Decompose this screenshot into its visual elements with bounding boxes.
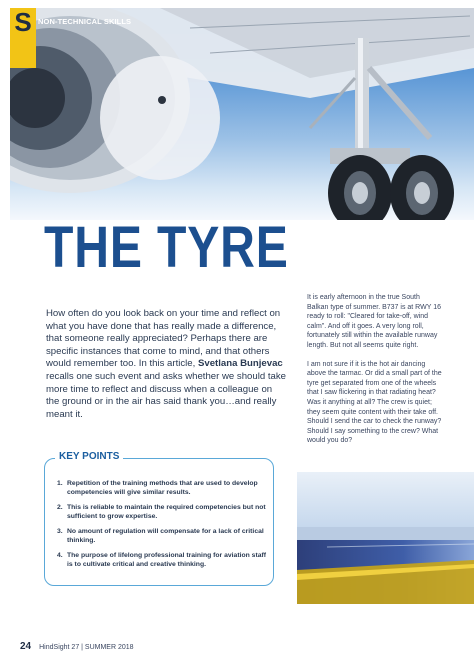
key-point-number: 4. (57, 552, 63, 559)
key-point-text: No amount of regulation will compensate for a lack of critical thinking. (67, 528, 264, 544)
intro-text-2: recalls one such event and asks whether we should take more time to reflect and discuss when a colleague on the ground or in the air has said thank you…and really meant it. (46, 370, 286, 420)
article-title: THE TYRE (44, 215, 289, 280)
section-label: NON-TECHNICAL SKILLS (38, 17, 132, 26)
footer-text: HindSight 27 | SUMMER 2018 (39, 644, 134, 651)
key-point-item (57, 551, 267, 569)
page-number: 24 (20, 641, 32, 652)
key-point-number: 3. (57, 528, 63, 535)
intro-text-1: How often do you look back on your time and reflect on what you have done that has really made a difference, that someone really appreciated? Perhaps there are specific instances that come to mind, and that others would remember too. In this article, (46, 308, 281, 370)
section-badge (10, 8, 36, 68)
article-body-column (307, 293, 443, 455)
key-point-item (57, 479, 267, 497)
aircraft-illustration (10, 8, 474, 220)
key-point-number: 1. (57, 480, 63, 487)
author-name: Svetlana Bunjevac (197, 358, 283, 370)
key-points-box (44, 451, 274, 586)
runway-illustration (297, 472, 474, 604)
runway-photo (297, 472, 474, 604)
section-badge-letter: S (14, 7, 32, 37)
key-point-text: This is reliable to maintain the required competencies but not sufficient to grow expertise. (67, 504, 266, 520)
key-point-text: The purpose of lifelong professional training for aviation staff is to cultivate critical and creative thinking. (67, 552, 267, 568)
page-footer (20, 641, 134, 652)
key-point-item (57, 503, 267, 521)
key-points-title: KEY POINTS (55, 451, 123, 462)
key-point-item (57, 527, 267, 545)
key-points-list (57, 479, 267, 575)
hero-image-aircraft-landing-gear (10, 8, 474, 220)
key-point-number: 2. (57, 504, 63, 511)
key-point-text: Repetition of the training methods that are used to develop competencies will give similar results. (67, 480, 258, 496)
body-paragraph: I am not sure if it is the hot air dancing above the tarmac. Or did a small part of the tyre get separated from one of the wheels that I saw flickering in that radiating heat? Was it anything at all? The crew is quiet; they seem quite content with their take off. Should I send the car to check the runway? Should I say something to the crew? What would you do? (307, 360, 442, 445)
article-intro (46, 308, 286, 421)
body-paragraph: It is early afternoon in the true South Balkan type of summer. B737 is at RWY 16 ready to roll: "Cleared for take-off, wind calm". And off it goes. A very long roll, fortunately still within the available runway length. But not all seems quite right. (307, 294, 441, 349)
